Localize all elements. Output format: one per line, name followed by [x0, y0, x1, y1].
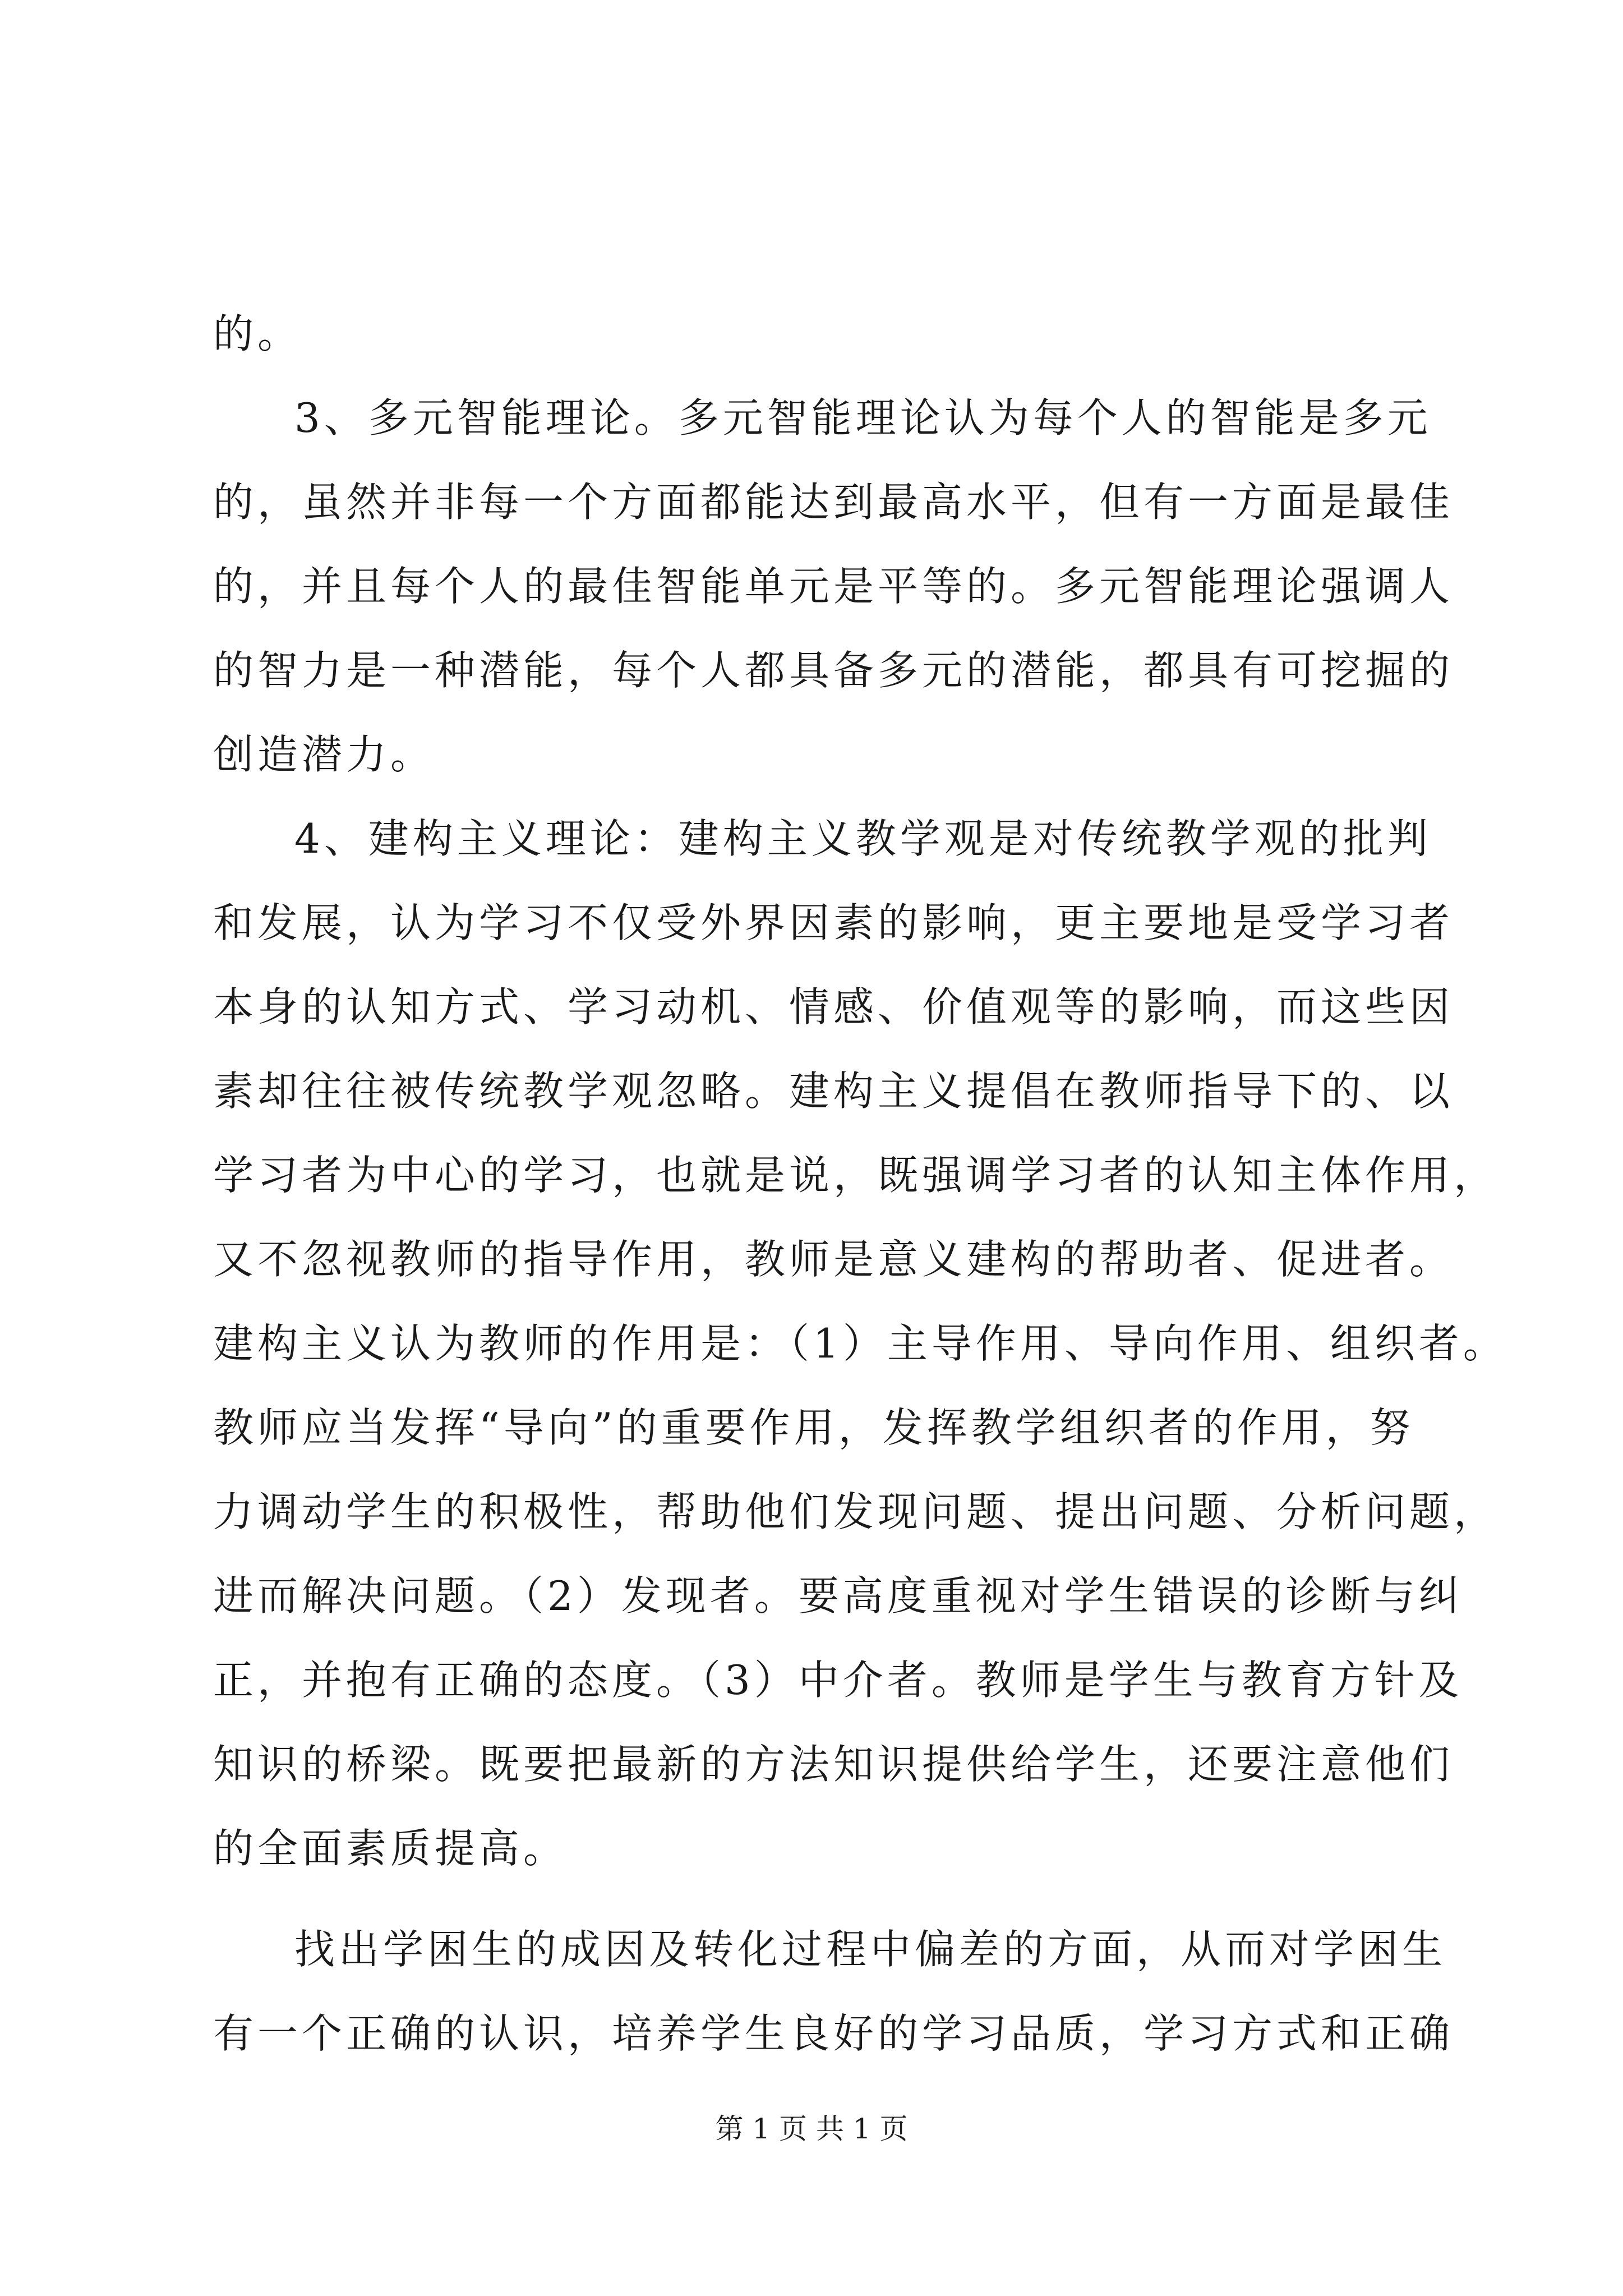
paragraph-start-line: 找出学困生的成因及转化过程中偏差的方面，从而对学困生	[294, 1926, 1447, 1973]
text-line: 素却往往被传统教学观忽略。建构主义提倡在教师指导下的、以	[213, 1068, 1454, 1115]
text-line: 教师应当发挥“导向”的重要作用，发挥教学组织者的作用，努	[213, 1404, 1414, 1451]
text-line: 建构主义认为教师的作用是：（1）主导作用、导向作用、组织者。	[213, 1320, 1507, 1367]
page-number-footer: 第 1 页 共 1 页	[715, 2113, 908, 2145]
text-line: 创造潜力。	[213, 731, 435, 778]
text-line: 的智力是一种潜能，每个人都具备多元的潜能，都具有可挖掘的	[213, 647, 1454, 694]
text-line: 本身的认知方式、学习动机、情感、价值观等的影响，而这些因	[213, 983, 1454, 1030]
paragraph-start-line: 4、建构主义理论：建构主义教学观是对传统教学观的批判	[294, 815, 1432, 862]
text-line: 正，并抱有正确的态度。（3）中介者。教师是学生与教育方针及	[213, 1657, 1463, 1704]
text-line: 进而解决问题。（2）发现者。要高度重视对学生错误的诊断与纠	[213, 1572, 1463, 1619]
text-line: 的全面素质提高。	[213, 1825, 568, 1872]
text-line: 知识的桥梁。既要把最新的方法知识提供给学生，还要注意他们	[213, 1741, 1454, 1788]
text-line: 和发展，认为学习不仅受外界因素的影响，更主要地是受学习者	[213, 899, 1454, 946]
text-line: 力调动学生的积极性，帮助他们发现问题、提出问题、分析问题，	[213, 1488, 1498, 1535]
text-line: 的，虽然并非每一个方面都能达到最高水平，但有一方面是最佳	[213, 478, 1454, 526]
text-line: 有一个正确的认识，培养学生良好的学习品质，学习方式和正确	[213, 2010, 1454, 2057]
paragraph-start-line: 3、多元智能理论。多元智能理论认为每个人的智能是多元	[294, 394, 1432, 441]
text-line: 学习者为中心的学习，也就是说，既强调学习者的认知主体作用，	[213, 1152, 1498, 1199]
text-line: 的，并且每个人的最佳智能单元是平等的。多元智能理论强调人	[213, 563, 1454, 610]
text-line: 又不忽视教师的指导作用，教师是意义建构的帮助者、促进者。	[213, 1236, 1454, 1283]
text-line: 的。	[213, 310, 302, 357]
